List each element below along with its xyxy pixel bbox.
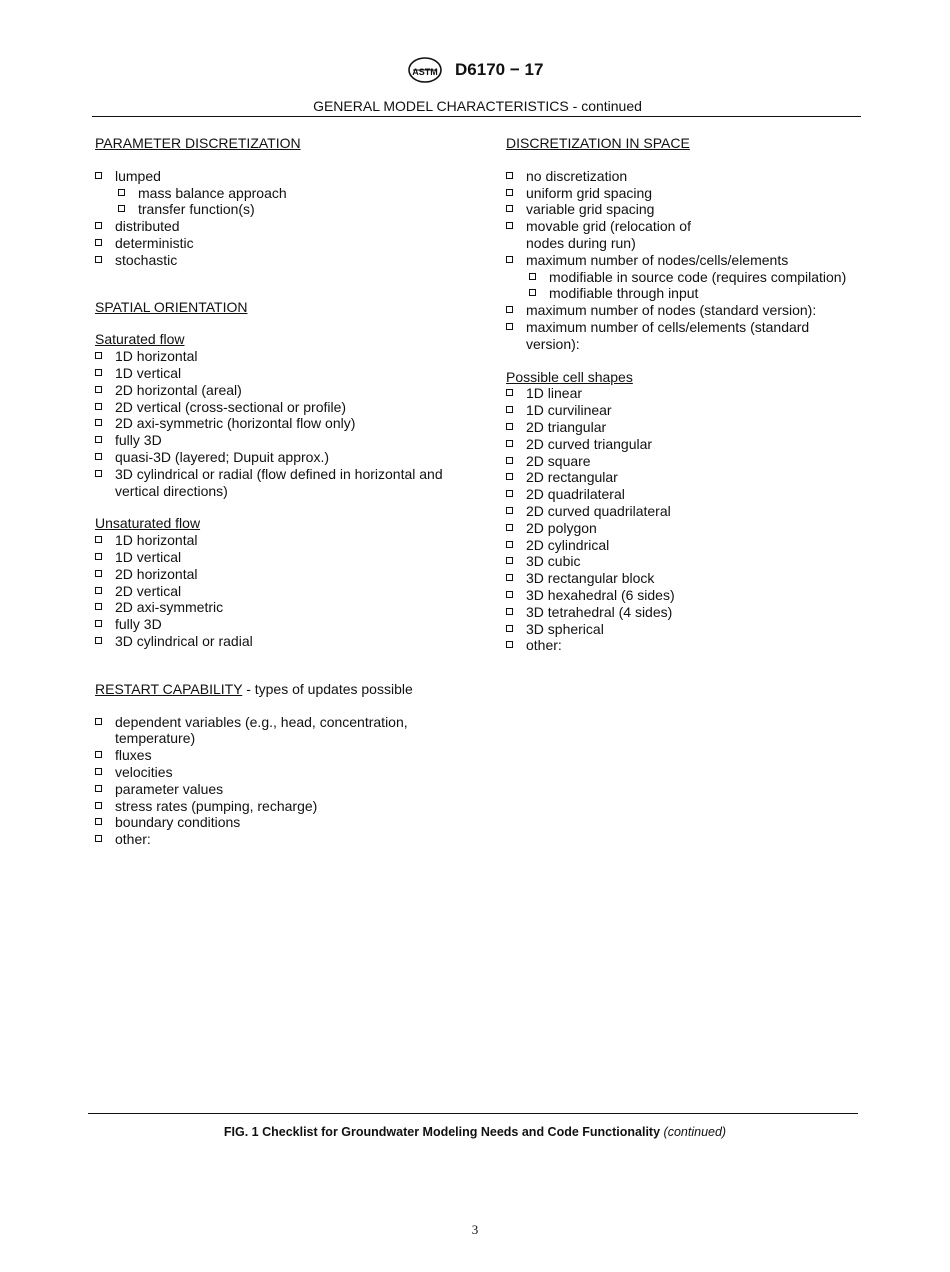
checkbox-icon[interactable] — [506, 189, 513, 196]
checklist-item[interactable]: 1D horizontal — [95, 348, 485, 365]
checkbox-icon[interactable] — [95, 570, 102, 577]
checkbox-icon[interactable] — [118, 205, 125, 212]
spatial-orientation-heading: SPATIAL ORIENTATION — [95, 298, 248, 315]
checkbox-icon[interactable] — [95, 470, 102, 477]
checkbox-icon[interactable] — [118, 189, 125, 196]
checkbox-icon[interactable] — [95, 620, 102, 627]
checkbox-icon[interactable] — [95, 785, 102, 792]
checklist-item[interactable]: 2D polygon — [506, 520, 886, 537]
svg-text:ASTM: ASTM — [411, 67, 438, 77]
checkbox-icon[interactable] — [95, 751, 102, 758]
checkbox-icon[interactable] — [506, 608, 513, 615]
checklist-item[interactable]: 3D rectangular block — [506, 570, 886, 587]
checklist-item[interactable]: maximum number of cells/elements (standard version): — [506, 319, 846, 353]
checkbox-icon[interactable] — [95, 802, 102, 809]
checklist-item[interactable]: fully 3D — [95, 432, 485, 449]
discretization-in-space-heading: DISCRETIZATION IN SPACE — [506, 135, 690, 151]
checkbox-icon[interactable] — [95, 835, 102, 842]
astm-logo — [407, 56, 443, 84]
standard-number: D6170 − 17 — [455, 60, 544, 79]
checklist-item[interactable]: quasi-3D (layered; Dupuit approx.) — [95, 449, 485, 466]
checklist-item[interactable]: transfer function(s) — [118, 201, 485, 218]
saturated-flow-heading: Saturated flow — [95, 331, 185, 348]
checkbox-icon[interactable] — [95, 222, 102, 229]
checkbox-icon[interactable] — [529, 289, 536, 296]
checklist-item[interactable]: 1D linear — [506, 385, 886, 402]
checklist-item[interactable]: dependent variables (e.g., head, concentration, temperature) — [95, 714, 485, 748]
checklist-item[interactable]: parameter values — [95, 781, 485, 798]
checkbox-icon[interactable] — [95, 239, 102, 246]
checkbox-icon[interactable] — [506, 507, 513, 514]
checklist-item[interactable]: maximum number of nodes/cells/elements — [506, 252, 886, 269]
unsaturated-flow-heading: Unsaturated flow — [95, 515, 201, 532]
section-subtitle: GENERAL MODEL CHARACTERISTICS - continued — [313, 98, 642, 114]
checklist-item[interactable]: lumped — [95, 168, 485, 185]
checklist-item[interactable]: 2D axi-symmetric — [95, 599, 485, 616]
checklist-item[interactable]: 3D cubic — [506, 553, 886, 570]
checklist-item[interactable]: other: — [506, 637, 886, 654]
checklist-item[interactable]: 1D horizontal — [95, 532, 485, 549]
checkbox-icon[interactable] — [95, 352, 102, 359]
checklist-item[interactable]: 3D hexahedral (6 sides) — [506, 587, 886, 604]
document-header — [0, 56, 950, 84]
checkbox-icon[interactable] — [95, 536, 102, 543]
checkbox-icon[interactable] — [506, 306, 513, 313]
checkbox-icon[interactable] — [95, 256, 102, 263]
checklist-item[interactable]: 3D cylindrical or radial — [95, 633, 485, 650]
checkbox-icon[interactable] — [95, 718, 102, 725]
checklist-item[interactable]: 2D axi-symmetric (horizontal flow only) — [95, 415, 485, 432]
checklist-item[interactable]: fluxes — [95, 747, 485, 764]
checkbox-icon[interactable] — [506, 574, 513, 581]
checklist-item[interactable]: 2D curved quadrilateral — [506, 503, 886, 520]
checklist-item[interactable]: modifiable in source code (requires compilation) — [529, 269, 886, 286]
checklist-item[interactable]: 2D square — [506, 453, 886, 470]
checkbox-icon[interactable] — [506, 541, 513, 548]
checklist-item[interactable]: fully 3D — [95, 616, 485, 633]
checkbox-icon[interactable] — [95, 403, 102, 410]
checklist-item[interactable]: 3D tetrahedral (4 sides) — [506, 604, 886, 621]
checklist-item[interactable]: stochastic — [95, 252, 485, 269]
checklist-item[interactable]: 2D vertical (cross-sectional or profile) — [95, 399, 485, 416]
checklist-item[interactable]: no discretization — [506, 168, 886, 185]
checkbox-icon[interactable] — [506, 205, 513, 212]
checklist-item[interactable]: 1D curvilinear — [506, 402, 886, 419]
checkbox-icon[interactable] — [506, 256, 513, 263]
checkbox-icon[interactable] — [95, 603, 102, 610]
checkbox-icon[interactable] — [506, 457, 513, 464]
checklist-item[interactable]: 1D vertical — [95, 365, 485, 382]
checklist-item[interactable]: 2D rectangular — [506, 469, 886, 486]
checklist-item[interactable]: 2D cylindrical — [506, 537, 886, 554]
right-column — [506, 135, 886, 654]
checkbox-icon[interactable] — [95, 386, 102, 393]
checklist-item[interactable]: modifiable through input — [529, 285, 886, 302]
checkbox-icon[interactable] — [506, 389, 513, 396]
checkbox-icon[interactable] — [95, 587, 102, 594]
checklist-item[interactable]: 2D triangular — [506, 419, 886, 436]
checkbox-icon[interactable] — [506, 172, 513, 179]
param-discretization-heading: PARAMETER DISCRETIZATION — [95, 135, 301, 151]
checklist-item[interactable]: 3D cylindrical or radial (flow defined in horizontal and vertical directions) — [95, 466, 485, 500]
top-rule — [92, 116, 861, 117]
page-number: 3 — [471, 1222, 479, 1237]
checkbox-icon[interactable] — [95, 553, 102, 560]
checklist-item[interactable]: deterministic — [95, 235, 485, 252]
checklist-item[interactable]: uniform grid spacing — [506, 185, 886, 202]
checkbox-icon[interactable] — [506, 490, 513, 497]
left-column — [95, 135, 485, 848]
checkbox-icon[interactable] — [95, 768, 102, 775]
checklist-item[interactable]: 3D spherical — [506, 621, 886, 638]
checkbox-icon[interactable] — [95, 637, 102, 644]
checklist-item[interactable]: maximum number of nodes (standard version): — [506, 302, 886, 319]
checkbox-icon[interactable] — [506, 591, 513, 598]
checkbox-icon[interactable] — [506, 222, 513, 229]
checkbox-icon[interactable] — [506, 440, 513, 447]
checklist-item[interactable]: movable grid (relocation of nodes during run) — [506, 218, 726, 252]
checkbox-icon[interactable] — [95, 172, 102, 179]
checklist-item[interactable]: stress rates (pumping, recharge) — [95, 798, 485, 815]
checkbox-icon[interactable] — [506, 557, 513, 564]
checkbox-icon[interactable] — [95, 453, 102, 460]
checkbox-icon[interactable] — [95, 436, 102, 443]
restart-capability-heading: RESTART CAPABILITY - types of updates possible — [95, 680, 413, 697]
caption-rule — [88, 1113, 858, 1114]
checklist-item[interactable]: 2D quadrilateral — [506, 486, 886, 503]
checklist-item[interactable]: other: — [95, 831, 485, 848]
checklist-item[interactable]: 2D vertical — [95, 583, 485, 600]
checklist-item[interactable]: distributed — [95, 218, 485, 235]
checklist-item[interactable]: velocities — [95, 764, 485, 781]
checkbox-icon[interactable] — [95, 369, 102, 376]
checklist-item[interactable]: mass balance approach — [118, 185, 485, 202]
figure-caption: FIG. 1 Checklist for Groundwater Modeling Needs and Code Functionality (continued) — [223, 1125, 727, 1139]
checkbox-icon[interactable] — [506, 641, 513, 648]
checkbox-icon[interactable] — [506, 423, 513, 430]
checkbox-icon[interactable] — [506, 406, 513, 413]
checkbox-icon[interactable] — [506, 323, 513, 330]
checklist-item[interactable]: variable grid spacing — [506, 201, 886, 218]
checklist-item[interactable]: boundary conditions — [95, 814, 485, 831]
checkbox-icon[interactable] — [506, 473, 513, 480]
checklist-item[interactable]: 2D horizontal (areal) — [95, 382, 485, 399]
checkbox-icon[interactable] — [95, 818, 102, 825]
checklist-item[interactable]: 2D curved triangular — [506, 436, 886, 453]
cell-shapes-heading: Possible cell shapes — [506, 368, 633, 385]
checklist-item[interactable]: 1D vertical — [95, 549, 485, 566]
checkbox-icon[interactable] — [506, 625, 513, 632]
checkbox-icon[interactable] — [529, 273, 536, 280]
checkbox-icon[interactable] — [506, 524, 513, 531]
checkbox-icon[interactable] — [95, 419, 102, 426]
checklist-item[interactable]: 2D horizontal — [95, 566, 485, 583]
